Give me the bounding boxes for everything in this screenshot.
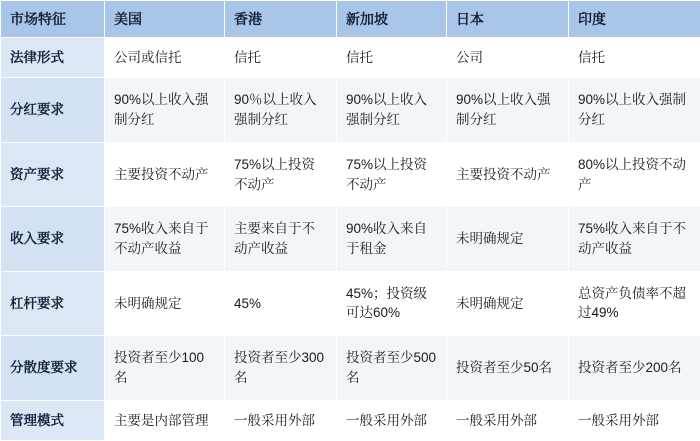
table-row (1, 336, 700, 400)
row-label-income: 收入要求 (1, 207, 105, 271)
row-label-dividend: 分红要求 (1, 78, 105, 142)
row-label-management: 管理模式 (1, 400, 105, 440)
column-header-india: 印度 (569, 1, 700, 38)
cell-income-hongkong: 主要来自于不动产收益 (225, 207, 337, 271)
cell-legal-form-japan: 公司 (447, 38, 569, 78)
cell-management-singapore: 一般采用外部 (337, 400, 447, 440)
table-row (1, 271, 700, 335)
cell-dividend-india: 90%以上收入强制分红 (569, 78, 700, 142)
table-row (1, 207, 700, 271)
cell-leverage-hongkong: 45% (225, 271, 337, 335)
cell-diversification-us: 投资者至少100名 (105, 336, 225, 400)
cell-income-india: 75%收入来自于不动产收益 (569, 207, 700, 271)
cell-asset-hongkong: 75%以上投资不动产 (225, 142, 337, 206)
cell-legal-form-us: 公司或信托 (105, 38, 225, 78)
row-label-asset: 资产要求 (1, 142, 105, 206)
cell-dividend-japan: 90%以上收入强制分红 (447, 78, 569, 142)
cell-legal-form-singapore: 信托 (337, 38, 447, 78)
table-row (1, 38, 700, 78)
column-header-japan: 日本 (447, 1, 569, 38)
column-header-hongkong: 香港 (225, 1, 337, 38)
cell-income-us: 75%收入来自于不动产收益 (105, 207, 225, 271)
cell-leverage-japan: 未明确规定 (447, 271, 569, 335)
cell-leverage-us: 未明确规定 (105, 271, 225, 335)
row-label-leverage: 杠杆要求 (1, 271, 105, 335)
table-row (1, 400, 700, 440)
cell-diversification-india: 投资者至少200名 (569, 336, 700, 400)
column-header-feature: 市场特征 (1, 1, 105, 38)
cell-dividend-hongkong: 90％以上收入强制分红 (225, 78, 337, 142)
table-header (1, 1, 700, 38)
table-header-row (1, 1, 700, 38)
cell-asset-us: 主要投资不动产 (105, 142, 225, 206)
row-label-legal-form: 法律形式 (1, 38, 105, 78)
cell-legal-form-hongkong: 信托 (225, 38, 337, 78)
row-label-diversification: 分散度要求 (1, 336, 105, 400)
cell-asset-singapore: 75%以上投资不动产 (337, 142, 447, 206)
column-header-singapore: 新加坡 (337, 1, 447, 38)
table-row (1, 78, 700, 142)
cell-dividend-us: 90%以上收入强制分红 (105, 78, 225, 142)
cell-management-japan: 一般采用外部 (447, 400, 569, 440)
cell-diversification-hongkong: 投资者至少300名 (225, 336, 337, 400)
cell-management-india: 一般采用外部 (569, 400, 700, 440)
column-header-us: 美国 (105, 1, 225, 38)
table-row (1, 142, 700, 206)
cell-diversification-singapore: 投资者至少500名 (337, 336, 447, 400)
cell-leverage-singapore: 45%；投资级可达60% (337, 271, 447, 335)
cell-asset-japan: 主要投资不动产 (447, 142, 569, 206)
cell-legal-form-india: 信托 (569, 38, 700, 78)
cell-asset-india: 80%以上投资不动产 (569, 142, 700, 206)
cell-management-us: 主要是内部管理 (105, 400, 225, 440)
cell-diversification-japan: 投资者至少50名 (447, 336, 569, 400)
cell-income-japan: 未明确规定 (447, 207, 569, 271)
cell-dividend-singapore: 90%以上收入强制分红 (337, 78, 447, 142)
table-body (1, 38, 700, 441)
cell-management-hongkong: 一般采用外部 (225, 400, 337, 440)
cell-leverage-india: 总资产负债率不超过49% (569, 271, 700, 335)
cell-income-singapore: 90%收入来自于租金 (337, 207, 447, 271)
